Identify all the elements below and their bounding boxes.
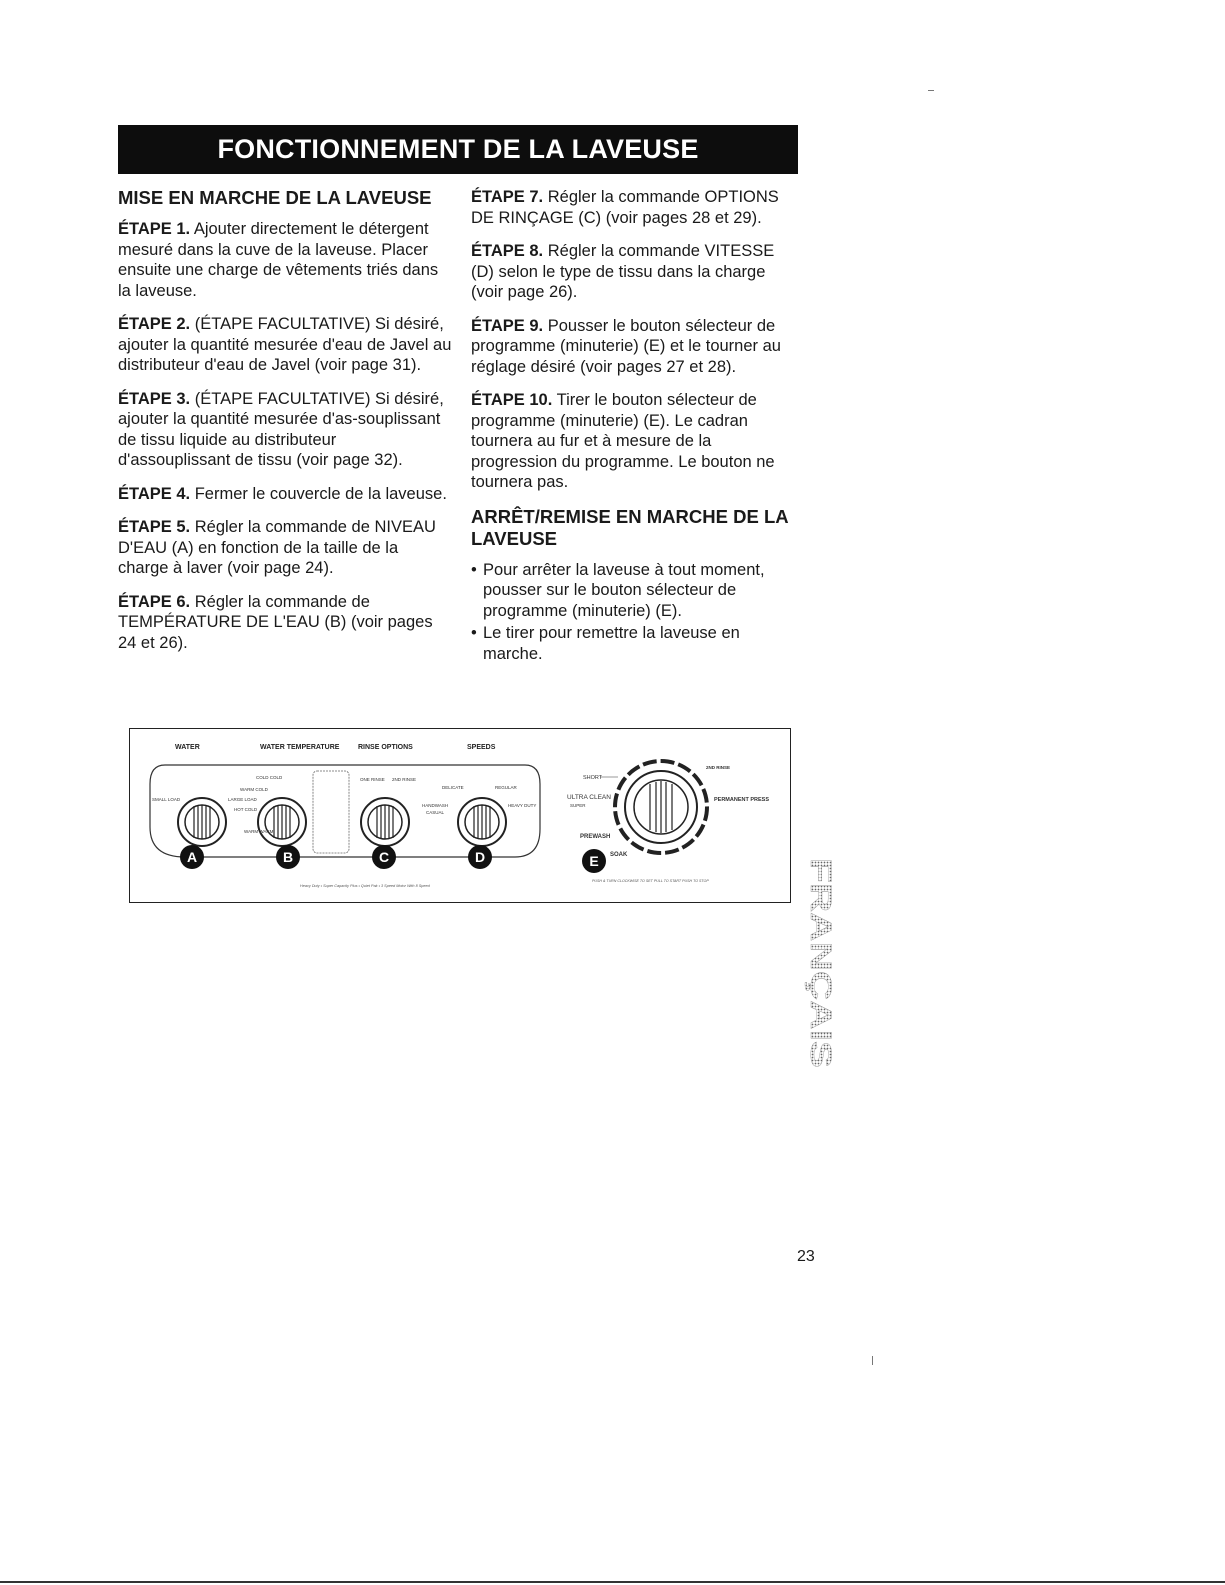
label-rinse-options: RINSE OPTIONS bbox=[358, 744, 413, 751]
label-one-rinse: ONE RINSE bbox=[360, 777, 385, 782]
label-casual: CASUAL bbox=[426, 810, 445, 815]
scan-mark-bottom bbox=[872, 1356, 873, 1365]
svg-text:B: B bbox=[282, 849, 294, 865]
label-permanent-press: PERMANENT PRESS bbox=[714, 797, 770, 803]
label-soak: SOAK bbox=[610, 852, 628, 858]
svg-text:D: D bbox=[474, 849, 486, 865]
panel-footer-right: PUSH & TURN CLOCKWISE TO SET PULL TO START PUSH TO STOP bbox=[592, 879, 709, 883]
label-prewash: PREWASH bbox=[580, 834, 611, 840]
step-8: ÉTAPE 8. Régler la commande VITESSE (D) selon le type de tissu dans la charge (voir page 26). bbox=[471, 242, 775, 301]
right-column bbox=[471, 187, 801, 666]
label-ultra-clean: ULTRA CLEAN bbox=[567, 794, 611, 801]
control-panel-illustration bbox=[129, 728, 791, 903]
rinse-options-knob bbox=[361, 798, 409, 846]
label-water: WATER bbox=[175, 744, 200, 751]
svg-text:C: C bbox=[378, 849, 390, 865]
label-heavy-duty: HEAVY DUTY bbox=[508, 803, 537, 808]
water-level-knob bbox=[178, 798, 226, 846]
side-tab-label: FRANÇAIS bbox=[804, 858, 837, 1013]
label-second-rinse-option: 2ND RINSE bbox=[392, 777, 417, 782]
water-temperature-knob bbox=[258, 798, 306, 846]
label-hot-cold: HOT COLD bbox=[234, 807, 258, 812]
svg-text:E: E bbox=[589, 853, 599, 869]
scan-edge-rule bbox=[0, 1581, 1225, 1583]
label-second-rinse-timer: 2ND RINSE bbox=[706, 765, 731, 770]
label-warm-warm: WARM WARM bbox=[244, 829, 274, 834]
label-cold-cold: COLD COLD bbox=[256, 775, 283, 780]
marker-c bbox=[372, 845, 396, 869]
language-side-tab bbox=[804, 858, 837, 1070]
label-delicate: DELICATE bbox=[442, 785, 464, 790]
stop-restart-list bbox=[471, 560, 801, 665]
step-1: ÉTAPE 1. Ajouter directement le détergent mesuré dans la cuve de la laveuse. Placer ensuite une charge de vêtements triés dans la laveuse. bbox=[118, 220, 439, 300]
speeds-knob bbox=[458, 798, 506, 846]
scan-mark-top bbox=[928, 90, 934, 91]
step-2: ÉTAPE 2. (ÉTAPE FACULTATIVE) Si désiré, ajouter la quantité mesurée d'eau de Javel au distributeur d'eau de Javel (voir page 31). bbox=[118, 315, 452, 374]
marker-e bbox=[582, 849, 606, 873]
svg-text:A: A bbox=[186, 849, 198, 865]
program-selector-dial bbox=[615, 761, 707, 853]
step-7: ÉTAPE 7. Régler la commande OPTIONS DE RINÇAGE (C) (voir pages 28 et 29). bbox=[471, 188, 779, 227]
step-3: ÉTAPE 3. (ÉTAPE FACULTATIVE) Si désiré, ajouter la quantité mesurée d'as-souplissant de tissu liquide au distributeur d'assouplissant de tissu (voir page 32). bbox=[118, 389, 444, 469]
page-number: 23 bbox=[797, 1248, 815, 1265]
list-item: • Pour arrêter la laveuse à tout moment, pousser sur le bouton sélecteur de programme (minuterie) (E). bbox=[471, 560, 801, 622]
label-short: SHORT bbox=[583, 775, 603, 781]
panel-footer-left: Heavy Duty • Super Capacity Plus • Quiet Pak • 3 Speed Motor With 8 Speed bbox=[300, 884, 430, 888]
label-warm-cold: WARM COLD bbox=[240, 787, 268, 792]
step-10: ÉTAPE 10. Tirer le bouton sélecteur de programme (minuterie) (E). Le cadran tournera au fur et à mesure de la progression du programme. Le bouton ne tournera pas. bbox=[471, 391, 775, 491]
label-small-load: SMALL LOAD bbox=[152, 797, 181, 802]
label-speeds: SPEEDS bbox=[467, 744, 496, 751]
label-large-load: LARGE LOAD bbox=[228, 797, 257, 802]
section-banner bbox=[118, 125, 798, 174]
step-6: ÉTAPE 6. Régler la commande de TEMPÉRATURE DE L'EAU (B) (voir pages 24 et 26). bbox=[118, 592, 433, 652]
banner-title: FONCTIONNEMENT DE LA LAVEUSE bbox=[217, 134, 699, 164]
label-water-temperature: WATER TEMPERATURE bbox=[260, 744, 340, 751]
marker-a bbox=[180, 845, 204, 869]
label-regular: REGULAR bbox=[495, 785, 517, 790]
left-column bbox=[118, 187, 453, 666]
marker-d bbox=[468, 845, 492, 869]
label-handwash: HANDWASH bbox=[422, 803, 449, 808]
heading-stop-restart: ARRÊT/REMISE EN MARCHE DE LA LAVEUSE bbox=[471, 505, 788, 549]
step-5: ÉTAPE 5. Régler la commande de NIVEAU D'EAU (A) en fonction de la taille de la charge à laver (voir page 24). bbox=[118, 518, 436, 577]
heading-start: MISE EN MARCHE DE LA LAVEUSE bbox=[118, 187, 432, 208]
step-4: ÉTAPE 4. Fermer le couvercle de la laveuse. bbox=[118, 484, 447, 503]
list-item: • Le tirer pour remettre la laveuse en marche. bbox=[471, 623, 801, 664]
label-super: SUPER bbox=[570, 803, 586, 808]
step-9: ÉTAPE 9. Pousser le bouton sélecteur de programme (minuterie) (E) et le tourner au réglage désiré (voir pages 27 et 28). bbox=[471, 316, 781, 376]
marker-b bbox=[276, 845, 300, 869]
